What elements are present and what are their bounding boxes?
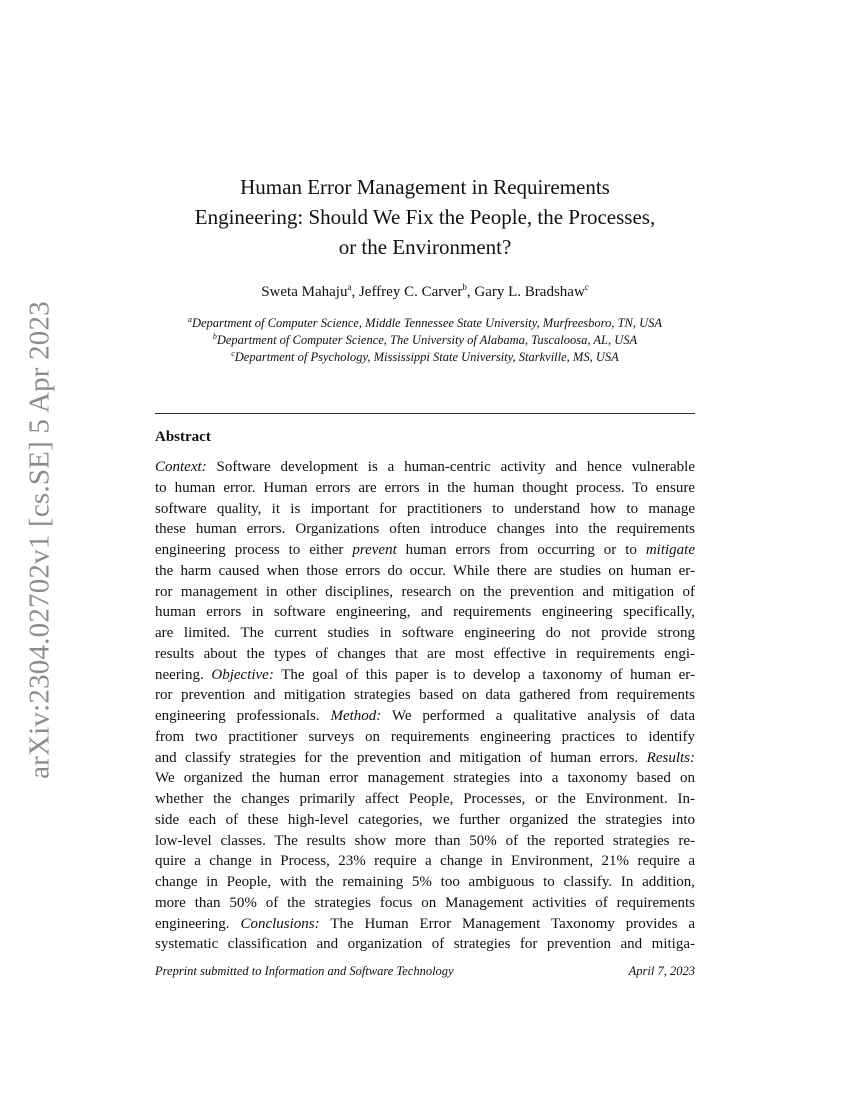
- abstract-line: [155, 851, 695, 872]
- abstract-text-run: to human error. Human errors are errors in the human thought process. To ensure: [155, 479, 695, 496]
- author-list: [155, 282, 695, 302]
- abstract-text-run: change in People, with the remaining 5% too ambiguous to classify. In addition,: [155, 874, 695, 890]
- author-name: Jeffrey C. Carver: [358, 284, 463, 300]
- author-affiliation-marker: a: [347, 282, 352, 292]
- abstract-text-run: human errors from occurring or to: [396, 542, 646, 558]
- abstract-text-run: software quality, it is important for practitioners to understand how to manage: [155, 500, 695, 517]
- abstract-text-run: neering.: [155, 666, 212, 683]
- abstract-line: [155, 831, 695, 852]
- affiliation: [155, 315, 695, 332]
- affiliation-text: Department of Computer Science, Middle Tennessee State University, Murfreesboro, TN, USA: [191, 316, 663, 330]
- abstract-section-label: prevent: [352, 542, 397, 558]
- abstract-text-run: from two practitioner surveys on requirements engineering practices to identify: [155, 728, 695, 745]
- abstract-text-run: side each of these high-level categories, we further organized the strategies into: [155, 811, 695, 828]
- abstract-text-run: ror management in other disciplines, research on the prevention and mitigation of: [155, 583, 695, 600]
- title-line: Human Error Management in Requirements: [240, 175, 610, 199]
- abstract-line: [155, 706, 695, 727]
- abstract-line: [155, 623, 695, 644]
- footer-date: April 7, 2023: [628, 964, 695, 978]
- abstract-line: [155, 893, 695, 914]
- abstract-text-run: these human errors. Organizations often introduce changes into the requirements: [155, 521, 695, 538]
- abstract-text-run: We performed a qualitative analysis of data: [381, 708, 695, 724]
- horizontal-rule: [155, 413, 695, 414]
- abstract-line: [155, 457, 695, 478]
- abstract-line: [155, 478, 695, 499]
- abstract-line: [155, 748, 695, 769]
- author-name: Gary L. Bradshaw: [474, 284, 585, 300]
- abstract-text-run: results about the types of changes that are most effective in requirements engi-: [155, 645, 695, 662]
- affiliation-marker: c: [231, 349, 235, 358]
- affiliation: [155, 349, 695, 366]
- affiliation-marker: a: [187, 315, 192, 324]
- abstract-text-run: ror prevention and mitigation strategies based on data gathered from requirements: [155, 687, 695, 704]
- arxiv-identifier-text: arXiv:2304.02702v1 [cs.SE] 5 Apr 2023: [23, 301, 56, 779]
- abstract-section-label: mitigate: [645, 542, 695, 558]
- abstract-text-run: We organized the human error management strategies into a taxonomy based on: [155, 770, 695, 787]
- abstract-text-run: engineering professionals.: [155, 708, 331, 724]
- abstract-text-run: Software development is a human-centric activity and hence vulnerable: [206, 459, 695, 475]
- abstract-text-run: quire a change in Process, 23% require a change in Environment, 21% require a: [155, 853, 695, 870]
- abstract-heading: Abstract: [155, 429, 211, 445]
- author-affiliation-marker: c: [584, 282, 589, 292]
- abstract-text-run: the harm caused when those errors do occur. While there are studies on human er-: [155, 562, 695, 579]
- abstract-line: [155, 602, 695, 623]
- abstract-text-run: engineering process to either: [155, 542, 353, 558]
- abstract-line: [155, 499, 695, 520]
- affiliation: [155, 332, 695, 349]
- abstract-line: [155, 872, 695, 893]
- title-line: or the Environment?: [338, 235, 512, 259]
- abstract-text-run: engineering.: [155, 915, 241, 932]
- abstract-line: [155, 934, 695, 955]
- abstract-body: [155, 457, 695, 955]
- abstract-line: [155, 685, 695, 706]
- abstract-text-run: human errors in software engineering, and requirements engineering specifically,: [155, 604, 695, 621]
- abstract-text-run: low-level classes. The results show more than 50% of the reported strategies re-: [155, 832, 695, 849]
- footer-journal-note: Preprint submitted to Information and Software Technology: [155, 964, 454, 978]
- abstract-line: [155, 914, 695, 935]
- abstract-section-label: Results:: [646, 749, 695, 766]
- abstract-line: [155, 727, 695, 748]
- abstract-line: [155, 665, 695, 686]
- author-affiliation-marker: b: [462, 282, 467, 292]
- abstract-section-label: Context:: [155, 459, 207, 475]
- author-name: Sweta Mahaju: [261, 284, 348, 300]
- abstract-text-run: are limited. The current studies in software engineering do not provide strong: [155, 625, 695, 641]
- abstract-section-label: Conclusions:: [240, 915, 320, 932]
- abstract-text-run: The goal of this paper is to develop a taxonomy of human er-: [273, 666, 695, 683]
- abstract-text-run: more than 50% of the strategies focus on Management activities of requirements: [155, 894, 695, 911]
- abstract-line: [155, 561, 695, 582]
- author-separator: ,: [351, 284, 359, 300]
- title-line: Engineering: Should We Fix the People, the Processes,: [194, 205, 656, 229]
- abstract-text-run: The Human Error Management Taxonomy provides a: [319, 915, 695, 932]
- abstract-line: [155, 768, 695, 789]
- abstract-section-label: Method:: [330, 708, 382, 724]
- abstract-line: [155, 789, 695, 810]
- affiliation-marker: b: [212, 332, 217, 341]
- affiliation-text: Department of Psychology, Mississippi State University, Starkville, MS, USA: [234, 350, 619, 364]
- abstract-line: [155, 540, 695, 561]
- abstract-line: [155, 644, 695, 665]
- paper-title: [155, 172, 695, 262]
- abstract-line: [155, 519, 695, 540]
- abstract-text-run: whether the changes primarily affect People, Processes, or the Environment. In-: [155, 791, 695, 807]
- abstract-line: [155, 810, 695, 831]
- abstract-text-run: and classify strategies for the prevention and mitigation of human errors.: [155, 749, 647, 766]
- abstract-text-run: systematic classification and organization of strategies for prevention and mitiga-: [155, 936, 695, 953]
- affiliation-text: Department of Computer Science, The University of Alabama, Tuscaloosa, AL, USA: [216, 333, 638, 347]
- abstract-section-label: Objective:: [211, 666, 274, 683]
- author-separator: ,: [466, 284, 475, 300]
- affiliation-list: [155, 315, 695, 366]
- abstract-line: [155, 582, 695, 603]
